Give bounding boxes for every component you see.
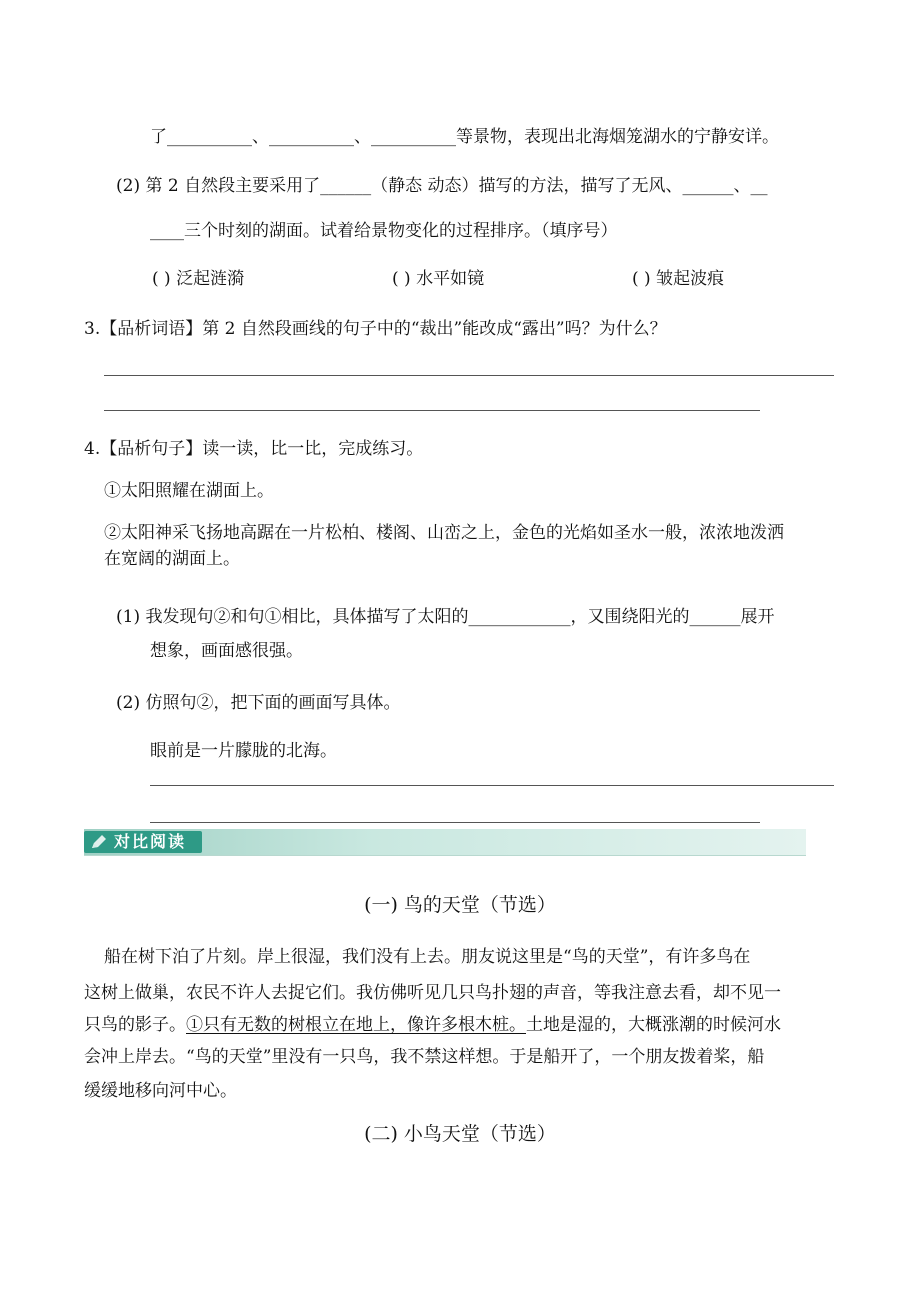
section-banner-label: 对比阅读 (114, 832, 187, 851)
q4-part1-line-1: (1) 我发现句②和句①相比，具体描写了太阳的____________，又围绕阳光的______展开 (116, 607, 775, 627)
q4-question: 4.【品析句子】读一读，比一比，完成练习。 (84, 439, 424, 459)
q4-answer-line-2[interactable] (150, 822, 760, 823)
section-banner-tag (84, 831, 202, 853)
underlined-sentence: ①只有无数的树根立在地上，像许多根木桩。 (186, 1015, 526, 1035)
q4-part2: (2) 仿照句②，把下面的画面写具体。 (116, 693, 401, 713)
q4-sentence-2-line-1: ②太阳神采飞扬地高踞在一片松柏、楼阁、山峦之上，金色的光焰如圣水一般，浓浓地泼洒 (104, 523, 784, 543)
q4-sentence-1: ①太阳照耀在湖面上。 (104, 481, 274, 501)
section-banner (84, 829, 806, 856)
pencil-icon (90, 834, 108, 850)
passage-1-line-4: 会冲上岸去。“鸟的天堂”里没有一只鸟，我不禁这样想。于是船开了，一个朋友拨着桨，船 (84, 1047, 765, 1067)
passage-1-line-5: 缓缓地移向河中心。 (84, 1081, 237, 1101)
passage-1-line-3-end: 土地是湿的，大概涨潮的时候河水 (526, 1015, 781, 1035)
passage-2-title: (二) 小鸟天堂（节选） (364, 1123, 556, 1145)
q3-answer-line-1[interactable] (104, 375, 834, 376)
q2-part2-line-1: (2) 第 2 自然段主要采用了______（静态 动态）描写的方法，描写了无风、______、__ (116, 176, 768, 196)
q2-option-3: ( ) 皱起波痕 (632, 269, 725, 289)
q4-sentence-2-line-2: 在宽阔的湖面上。 (104, 549, 240, 569)
q4-prompt: 眼前是一片朦胧的北海。 (150, 741, 337, 761)
q2-option-2: ( ) 水平如镜 (392, 269, 485, 289)
q2-option-1: ( ) 泛起涟漪 (152, 269, 245, 289)
passage-1-line-1: 船在树下泊了片刻。岸上很湿，我们没有上去。朋友说这里是“鸟的天堂”，有许多鸟在 (104, 947, 751, 967)
passage-1-line-3 (84, 1014, 781, 1036)
q2-line-1: 了__________、__________、__________等景物，表现出北海烟笼湖水的宁静安详。 (150, 127, 779, 147)
passage-1-line-3-start: 只鸟的影子。 (84, 1015, 186, 1035)
q3-question: 3.【品析词语】第 2 自然段画线的句子中的“裁出”能改成“露出”吗？为什么？ (84, 319, 667, 339)
passage-1-line-2: 这树上做巢，农民不许人去捉它们。我仿佛听见几只鸟扑翅的声音，等我注意去看，却不见一 (84, 983, 781, 1003)
q4-part1-line-2: 想象，画面感很强。 (150, 641, 303, 661)
q4-answer-line-1[interactable] (150, 785, 834, 786)
q3-answer-line-2[interactable] (104, 410, 760, 411)
q2-part2-line-2: ____三个时刻的湖面。试着给景物变化的过程排序。（填序号） (150, 221, 618, 241)
passage-1-title: (一) 鸟的天堂（节选） (364, 894, 556, 916)
